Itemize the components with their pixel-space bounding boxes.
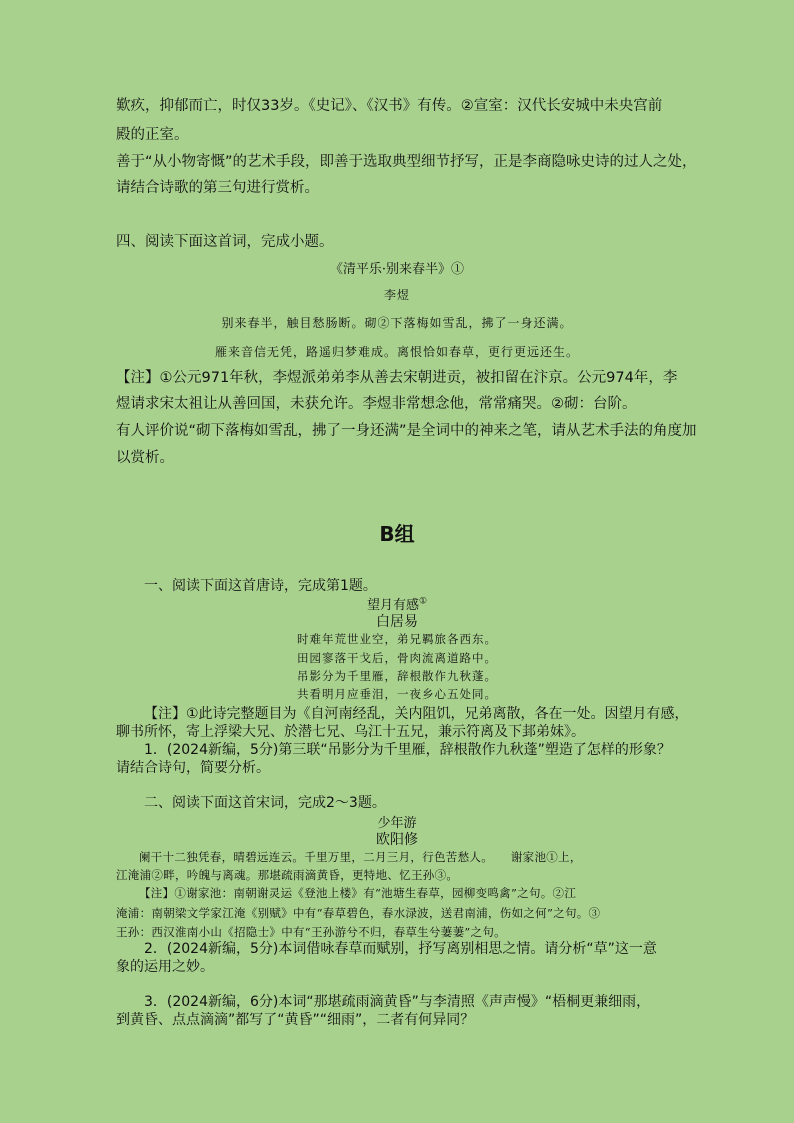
poem-line: 别来春半，触目愁肠断。砌②下落梅如雪乱，拂了一身还满。 [221,316,573,330]
poem-title-text: 望月有感 [366,598,419,613]
poem-line: 田园寥落干戈后，骨肉流离道路中。 [297,651,497,665]
poem-line: 共看明月应垂泪，一夜乡心五处同。 [297,687,497,701]
question-text: 2．(2024新编，5分)本词借咏春草而赋别，抒写离别相思之情。请分析“草”这一意 [144,941,657,957]
section-heading: 一、阅读下面这首唐诗，完成第1题。 [144,578,377,594]
poem-line: 雁来音信无凭，路遥归梦难成。离恨恰如春草，更行更远还生。 [214,345,579,359]
poem-author: 白居易 [376,614,418,630]
group-title: B组 [379,522,415,546]
poem-title: 少年游 [377,816,417,831]
poem-line: 江淹浦②畔，吟魄与离魂。那堪疏雨滴黄昏，更特地、忆王孙③。 [116,868,459,882]
section-heading: 四、阅读下面这首词，完成小题。 [116,234,334,250]
poem-author: 欧阳修 [376,832,418,848]
question-text: 有人评价说“砌下落梅如雪乱，拂了一身还满”是全词中的神来之笔，请从艺术手法的角度加 [116,423,697,439]
poem-line: 吊影分为千里雁，辞根散作九秋蓬。 [297,669,497,683]
note-text: 【注】①此诗完整题目为《自河南经乱，关内阻饥，兄弟离散，各在一处。因望月有感， [144,706,689,722]
question-text: 象的运用之妙。 [116,959,214,975]
question-text: 请结合诗句，简要分析。 [116,760,270,776]
poem-title: 《清平乐·别来春半》① [329,262,465,277]
poem-line: 时难年荒世业空，弟兄羁旅各西东。 [297,632,497,646]
text-line: 歎疚，抑郁而亡，时仅33岁。《史记》、《汉书》有传。②宣室：汉代长安城中未央宫前 [116,98,663,114]
question-text: 请结合诗歌的第三句进行赏析。 [116,180,319,196]
note-text: 【注】①谢家池：南朝谢灵运《登池上楼》有“池塘生春草，园柳变鸣禽”之句。②江 [139,886,577,900]
note-text: 聊书所怀，寄上浮梁大兄、於潜七兄、乌江十五兄，兼示符离及下邽弟妹》。 [116,724,585,740]
footnote-mark: ① [418,596,428,607]
question-text: 到黄昏、点点滴滴”都写了“黄昏”“细雨”，二者有何异同？ [116,1012,475,1028]
question-text: 1．(2024新编，5分)第三联“吊影分为千里雁，辞根散作九秋蓬”塑造了怎样的形象？ [144,742,671,758]
question-text: 善于“从小物寄慨”的艺术手段，即善于选取典型细节抒写，正是李商隐咏史诗的过人之处， [116,154,697,170]
note-text: 煜请求宋太祖让从善回国，未获允许。李煜非常想念他，常常痛哭。②砌：台阶。 [116,396,637,412]
poem-author: 李煜 [383,288,410,302]
text-line: 殿的正室。 [116,127,189,143]
poem-line: 阑干十二独凭春，晴碧远连云。千里万里，二月三月，行色苦愁人。 谢家池①上， [139,850,582,864]
note-text: 淹浦：南朝梁文学家江淹《别赋》中有“春草碧色，春水渌波，送君南浦，伤如之何”之句。③ [116,906,601,920]
section-heading: 二、阅读下面这首宋词，完成2～3题。 [144,795,386,811]
note-text: 王孙：西汉淮南小山《招隐士》中有“王孙游兮不归，春草生兮萋萋”之句。 [116,925,506,939]
note-text: 【注】①公元971年秋，李煜派弟弟李从善去宋朝进贡，被扣留在汴京。公元974年，李 [116,370,678,386]
question-text: 以赏析。 [116,450,174,466]
question-text: 3．(2024新编，6分)本词“那堪疏雨滴黄昏”与李清照《声声慢》“梧桐更兼细雨， [144,994,651,1010]
